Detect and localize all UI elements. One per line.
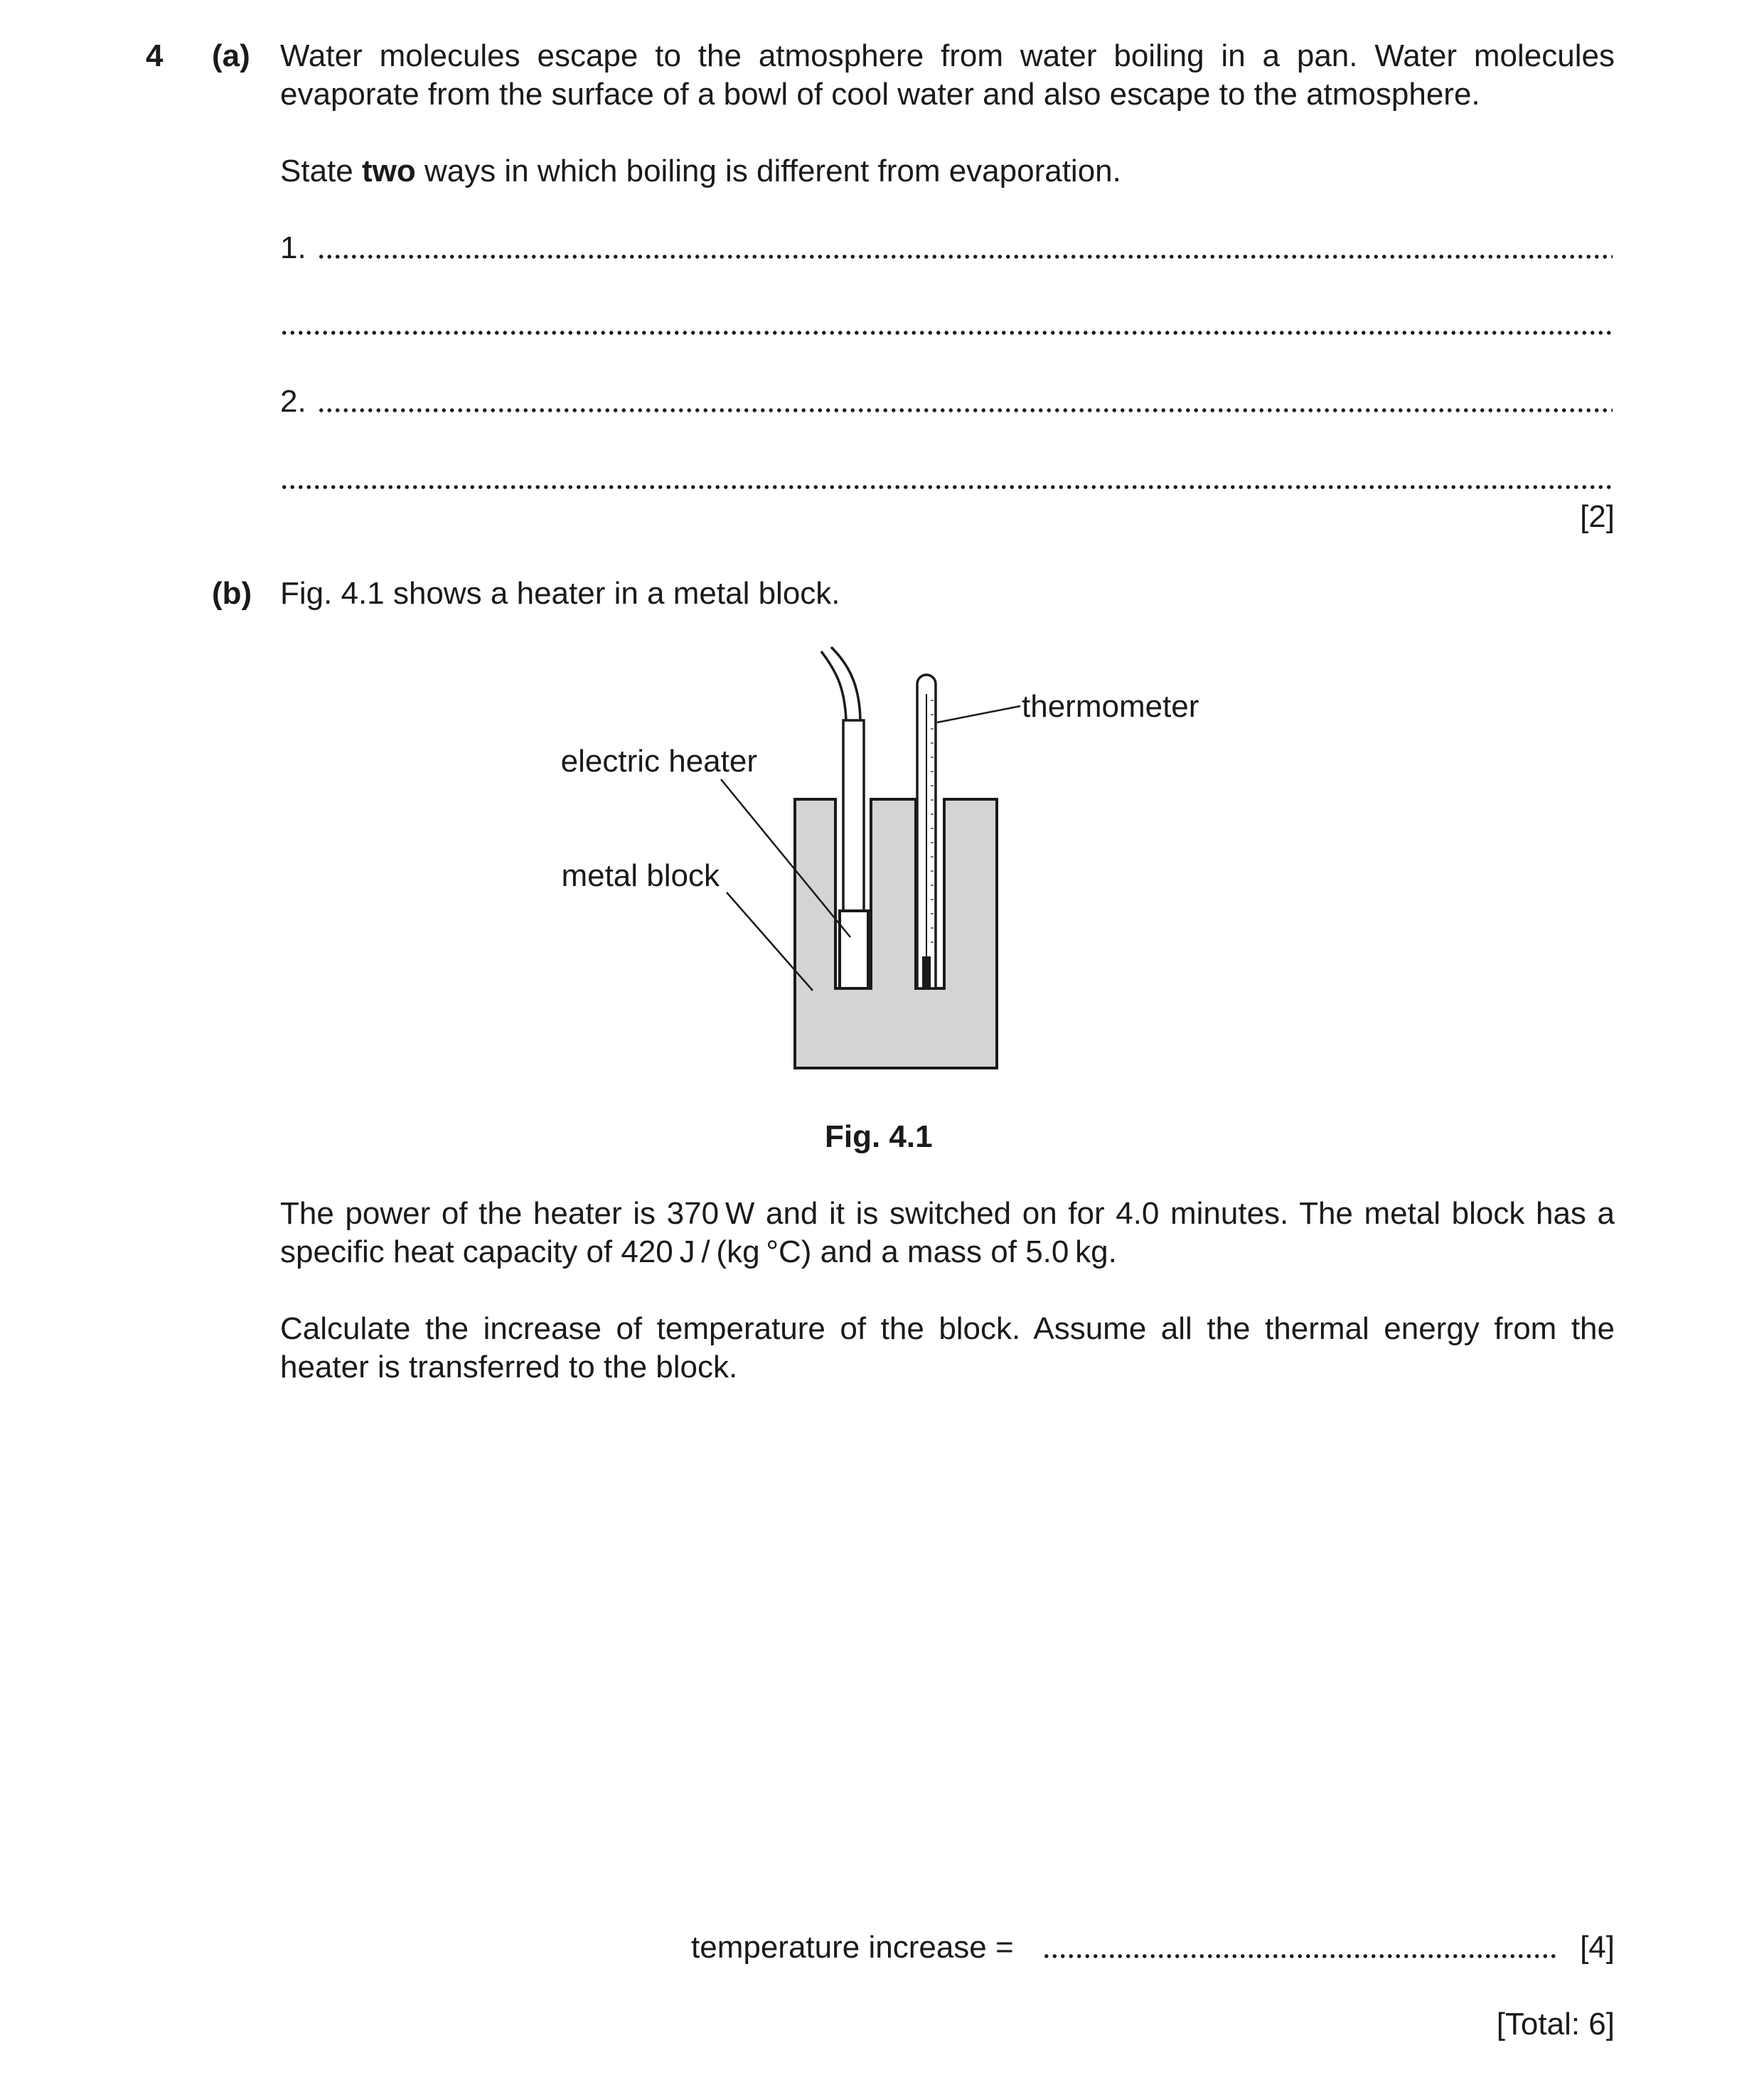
thermometer-bulb: [922, 956, 931, 988]
heater-rod: [843, 720, 864, 911]
part-b-para2-line2: heater is transferred to the block.: [280, 1350, 738, 1384]
heater-element: [840, 911, 868, 988]
electric-heater-label: electric heater: [560, 744, 757, 779]
part-a-label: (a): [212, 38, 250, 73]
part-b-para2-line1: Calculate the increase of temperature of the block. Assume all the thermal energy from the: [280, 1311, 1615, 1346]
instruction-bold: two: [361, 154, 416, 188]
total-marks: [Total: 6]: [1496, 2007, 1615, 2041]
metal-block-label: metal block: [561, 858, 720, 893]
part-b-intro: Fig. 4.1 shows a heater in a metal block.: [280, 576, 840, 611]
part-b-marks: [4]: [1580, 1930, 1615, 1965]
part-b-label: (b): [212, 576, 252, 611]
temperature-increase-answer-line[interactable]: [1042, 1953, 1556, 1960]
part-b-para1-line1: The power of the heater is 370 W and it is switched on for 4.0 minutes. The metal block has a: [280, 1196, 1615, 1231]
metal-block-shape: [795, 799, 997, 1068]
answer2-label: 2.: [280, 384, 306, 419]
temperature-increase-label: temperature increase =: [691, 1930, 1014, 1965]
instruction-post: ways in which boiling is different from evaporation.: [415, 154, 1121, 188]
question-number: 4: [146, 38, 164, 73]
answer1-label: 1.: [280, 230, 306, 265]
thermometer-leader: [937, 706, 1020, 722]
part-b-para1-line2: specific heat capacity of 420 J / (kg °C) and a mass of 5.0 kg.: [280, 1234, 1117, 1269]
figure-caption: Fig. 4.1: [825, 1119, 933, 1154]
part-a-intro-line1: Water molecules escape to the atmosphere from water boiling in a pan. Water molecules: [280, 38, 1615, 73]
instruction-pre: State: [280, 154, 362, 188]
thermometer-label: thermometer: [1022, 689, 1199, 724]
part-a-intro-line2: evaporate from the surface of a bowl of cool water and also escape to the atmosphere.: [280, 77, 1480, 112]
part-a-marks: [2]: [1580, 499, 1615, 534]
